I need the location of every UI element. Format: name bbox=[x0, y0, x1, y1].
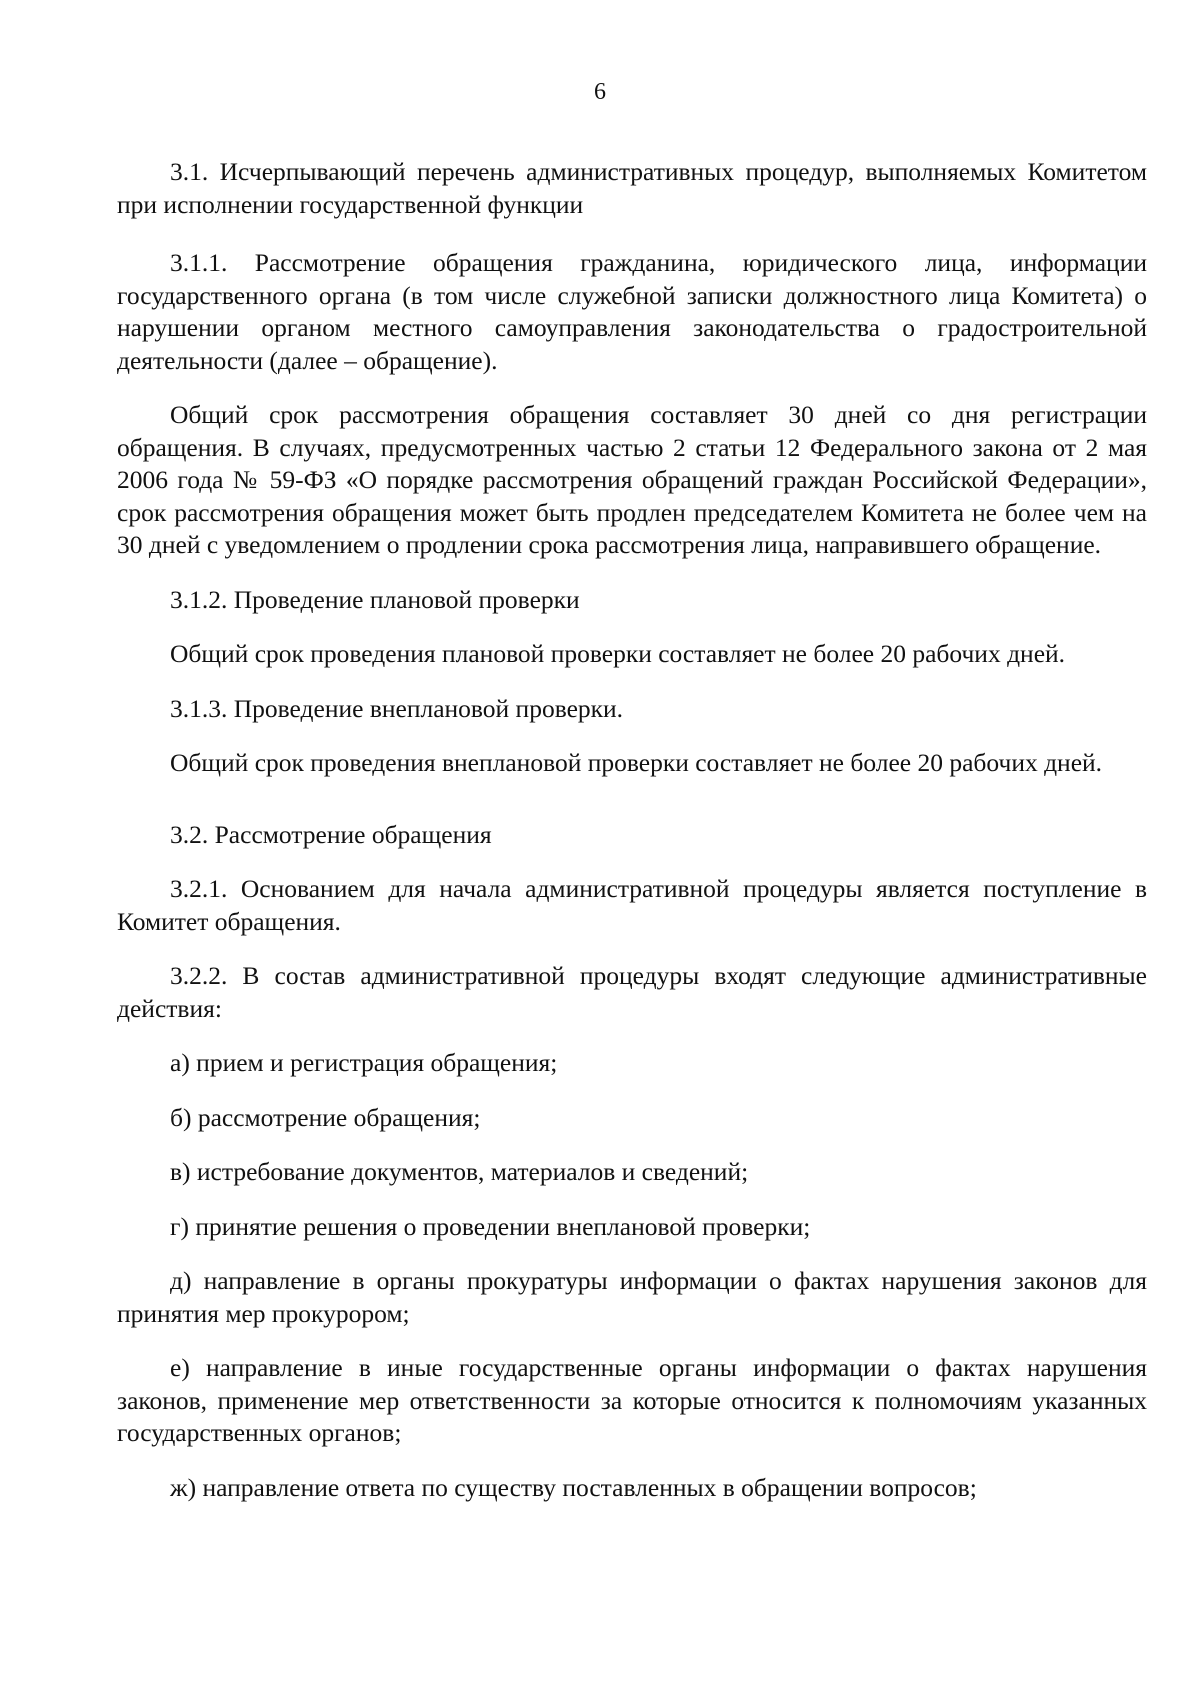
page-number: 6 bbox=[594, 79, 606, 105]
list-item-g: г) принятие решения о проведении внеплановой проверки; bbox=[170, 1211, 811, 1241]
list-item-a: а) прием и регистрация обращения; bbox=[170, 1048, 558, 1077]
list-item-zh: ж) направление ответа по существу поставленных в обращении вопросов; bbox=[170, 1472, 977, 1502]
paragraph-3-2: 3.2. Рассмотрение обращения bbox=[170, 819, 492, 849]
document-body bbox=[117, 156, 1147, 1504]
paragraph-unplanned-check-term: Общий срок проведения внеплановой проверки составляет не более 20 рабочих дней. bbox=[170, 748, 1103, 777]
list-item-b: б) рассмотрение обращения; bbox=[170, 1102, 481, 1132]
paragraph-3-1: 3.1. Исчерпывающий перечень административных процедур, выполняемых Комитетом при исполнении государственной функции bbox=[117, 157, 1147, 219]
paragraph-review-term: Общий срок рассмотрения обращения составляет 30 дней со дня регистрации обращения. В случаях, предусмотренных частью 2 статьи 12 Федерального закона от 2 мая 2006 года № 59-ФЗ «О порядке рассмотрения обращений граждан Российской Федерации», срок рассмотрения обращения может быть продлен председателем Комитета не более чем на 30 дней с уведомлением о продлении срока рассмотрения лица, направившего обращение. bbox=[117, 400, 1147, 559]
list-item-d: д) направление в органы прокуратуры информации о фактах нарушения законов для принятия мер прокурором; bbox=[117, 1266, 1147, 1328]
paragraph-3-2-1: 3.2.1. Основанием для начала административной процедуры является поступление в Комитет обращения. bbox=[117, 874, 1147, 936]
paragraph-planned-check-term: Общий срок проведения плановой проверки составляет не более 20 рабочих дней. bbox=[170, 639, 1066, 668]
paragraph-3-1-1: 3.1.1. Рассмотрение обращения гражданина, юридического лица, информации государственного органа (в том числе служебной записки должностного лица Комитета) о нарушении органом местного самоуправления законодательства о градостроительной деятельности (далее – обращение). bbox=[117, 248, 1147, 375]
paragraph-3-2-2: 3.2.2. В состав административной процедуры входят следующие административные действия: bbox=[117, 961, 1147, 1023]
list-item-e: е) направление в иные государственные органы информации о фактах нарушения законов, применение мер ответственности за которые относится к полномочиям указанных государственных органов; bbox=[117, 1353, 1147, 1447]
list-item-v: в) истребование документов, материалов и сведений; bbox=[170, 1157, 749, 1186]
paragraph-3-1-2: 3.1.2. Проведение плановой проверки bbox=[170, 584, 580, 614]
paragraph-3-1-3: 3.1.3. Проведение внеплановой проверки. bbox=[170, 693, 624, 723]
